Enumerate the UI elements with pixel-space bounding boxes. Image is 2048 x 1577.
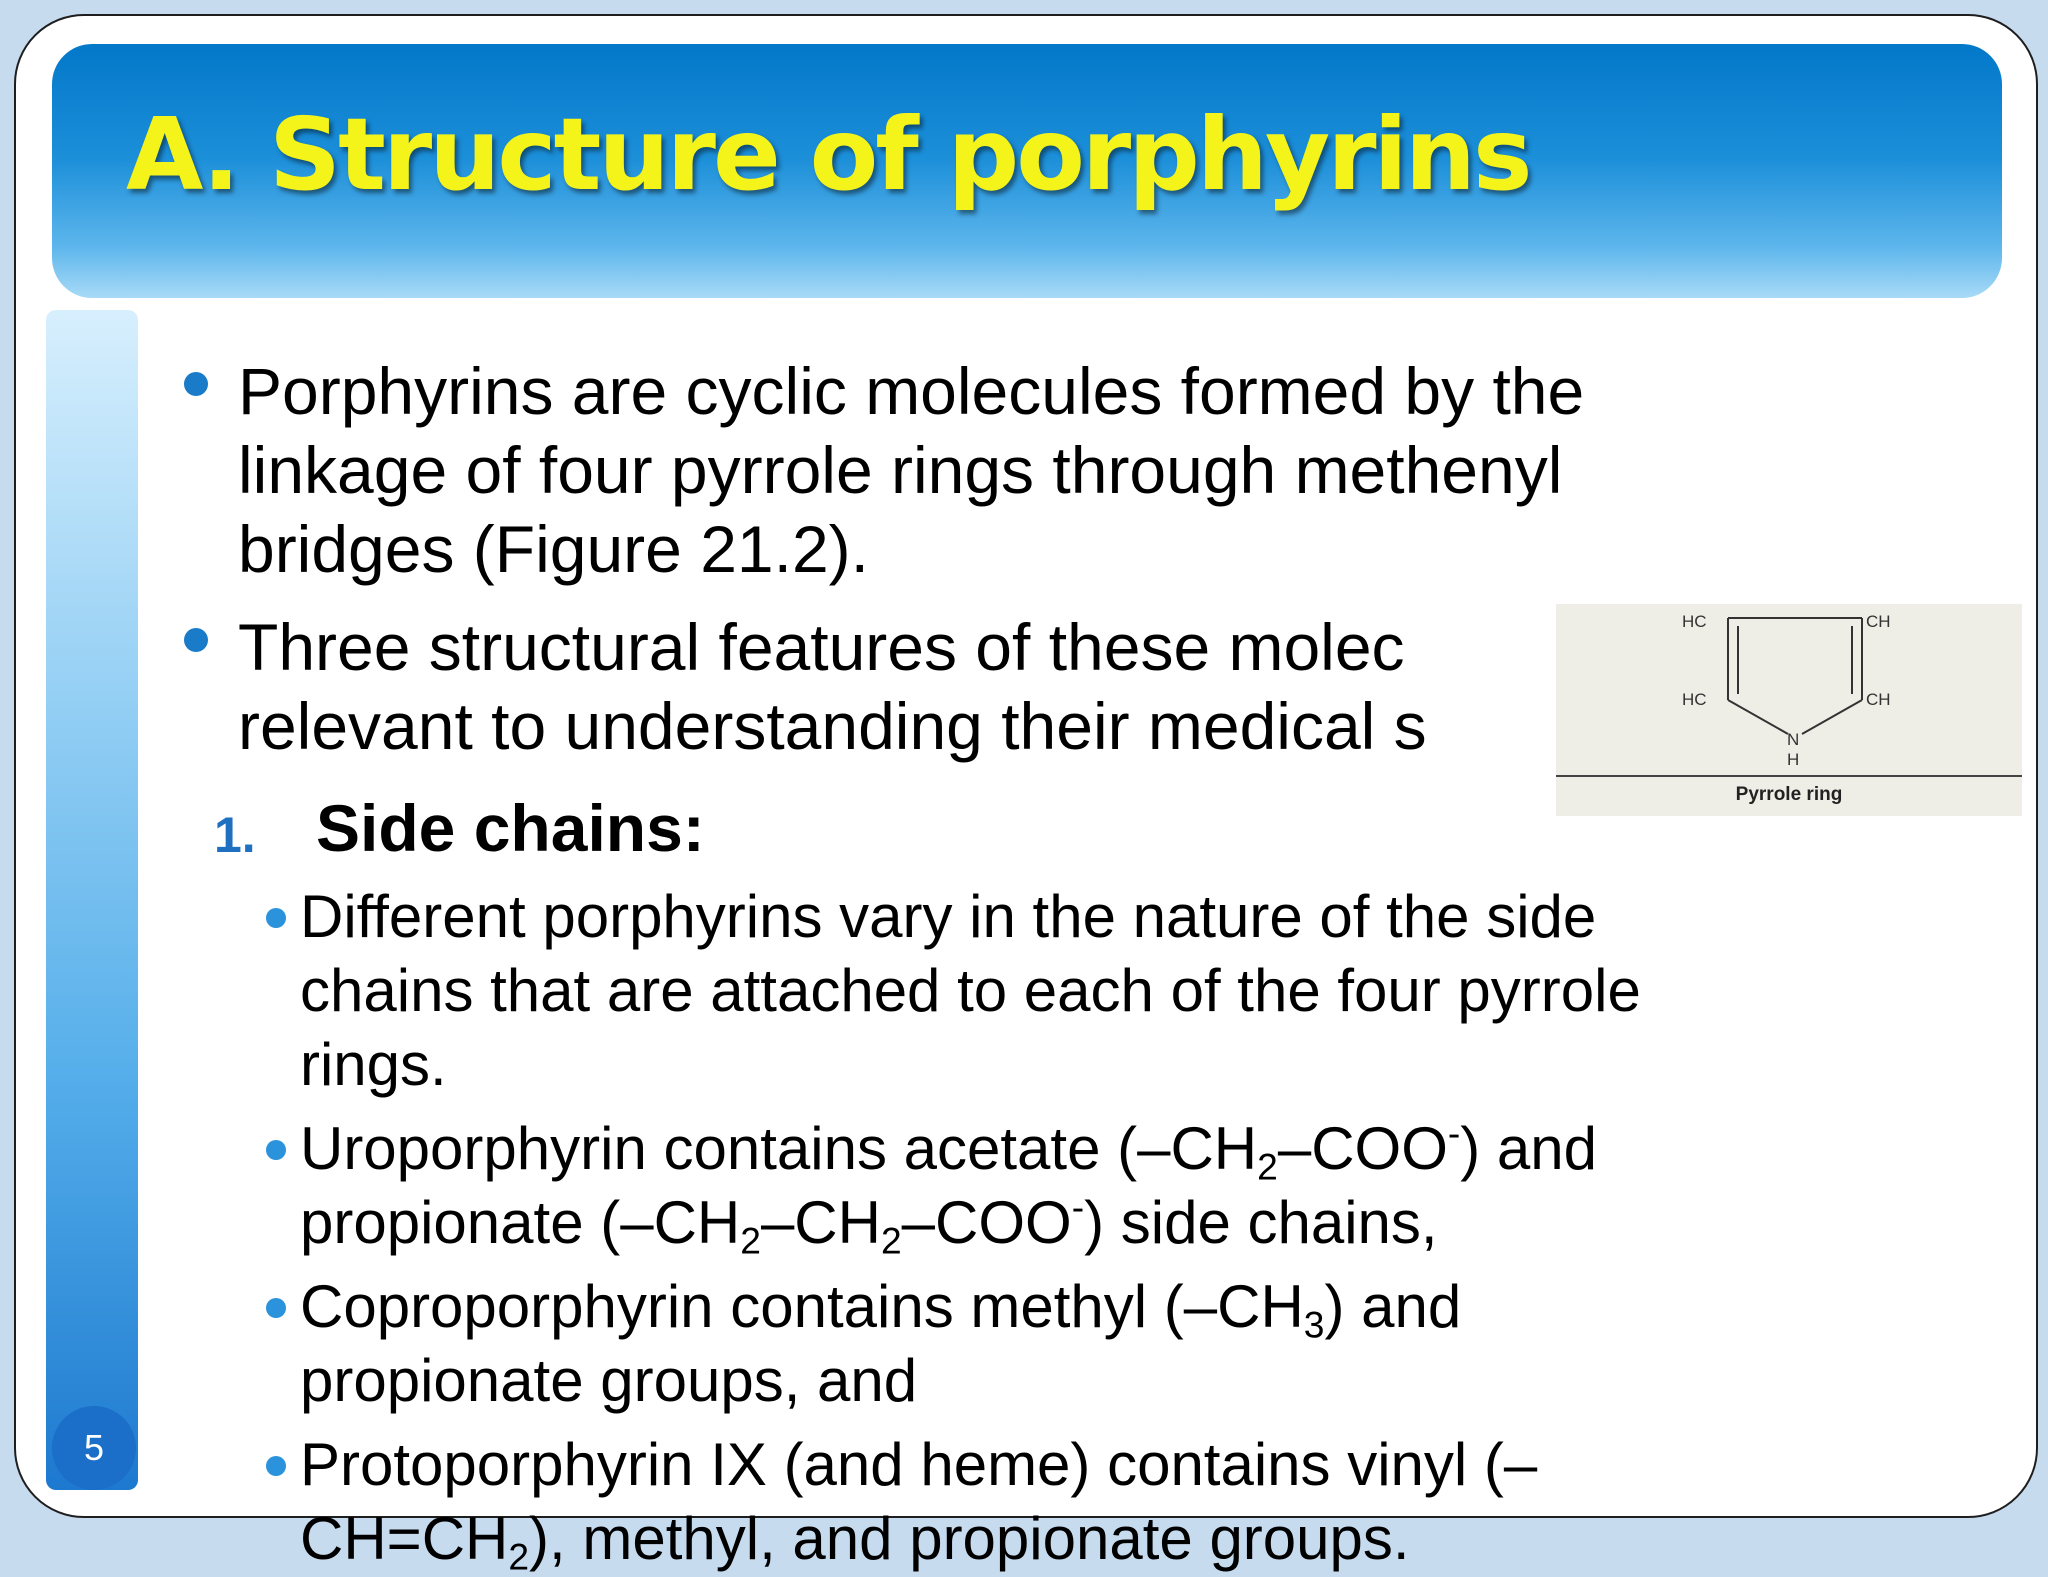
sub-bullet-dot	[266, 1298, 286, 1318]
sub-bullet-4-line-2: $CH=CH_2$), methyl, and propionate groups.	[300, 1505, 1410, 1577]
side-decoration-bar	[46, 310, 138, 1490]
sub-bullet-1-line-3: rings.	[300, 1031, 447, 1098]
figure-label-ch-top: CH	[1866, 612, 1891, 631]
sub-bullet-1-line-2: chains that are attached to each of the four pyrrole	[300, 957, 1641, 1024]
figure-caption: Pyrrole ring	[1735, 784, 1843, 805]
bullet-dot	[184, 628, 208, 652]
sub-bullet-4-line-1: Protoporphyrin IX (and heme) contains vinyl (–	[300, 1431, 1538, 1498]
sub-bullet-dot	[266, 1140, 286, 1160]
bullet-1-line-1: Porphyrins are cyclic molecules formed by the	[238, 354, 1585, 428]
sub-bullet-dot	[266, 908, 286, 928]
sub-bullet-3-line-2: propionate groups, and	[300, 1347, 918, 1414]
sub-bullet-2-line-2: propionate $(-CH_2-CH_2-COO^-)$ side chains,	[300, 1185, 1438, 1262]
figure-label-hc-bottom: HC	[1682, 690, 1707, 709]
section-heading: Side chains:	[316, 791, 705, 865]
bullet-1-line-3: bridges (Figure 21.2).	[238, 512, 869, 586]
bullet-1-line-2: linkage of four pyrrole rings through methenyl	[238, 433, 1563, 507]
slide-title: A. Structure of porphyrins	[126, 96, 1530, 213]
figure-label-n: N	[1787, 730, 1800, 749]
sub-bullet-3-line-1: Coproporphyrin contains methyl $(-CH_3)$ and	[300, 1273, 1462, 1346]
figure-label-ch-bottom: CH	[1866, 690, 1891, 709]
bullet-dot	[184, 372, 208, 396]
sub-bullet-1-line-1: Different porphyrins vary in the nature of the side	[300, 883, 1597, 950]
sub-bullet-dot	[266, 1456, 286, 1476]
sub-bullet-2-line-1: Uroporphyrin contains acetate $(-CH_2-COO^-)$ and	[300, 1111, 1598, 1188]
section-number: 1.	[214, 807, 256, 863]
page-number: 5	[52, 1406, 136, 1490]
figure-label-hc-top: HC	[1682, 612, 1707, 631]
bullet-2-line-2: relevant to understanding their medical s	[238, 689, 1427, 763]
slide	[14, 14, 2038, 1577]
figure-label-h: H	[1787, 750, 1800, 769]
pyrrole-ring-figure	[1556, 604, 2022, 816]
bullet-2-line-1: Three structural features of these molec	[238, 610, 1405, 684]
